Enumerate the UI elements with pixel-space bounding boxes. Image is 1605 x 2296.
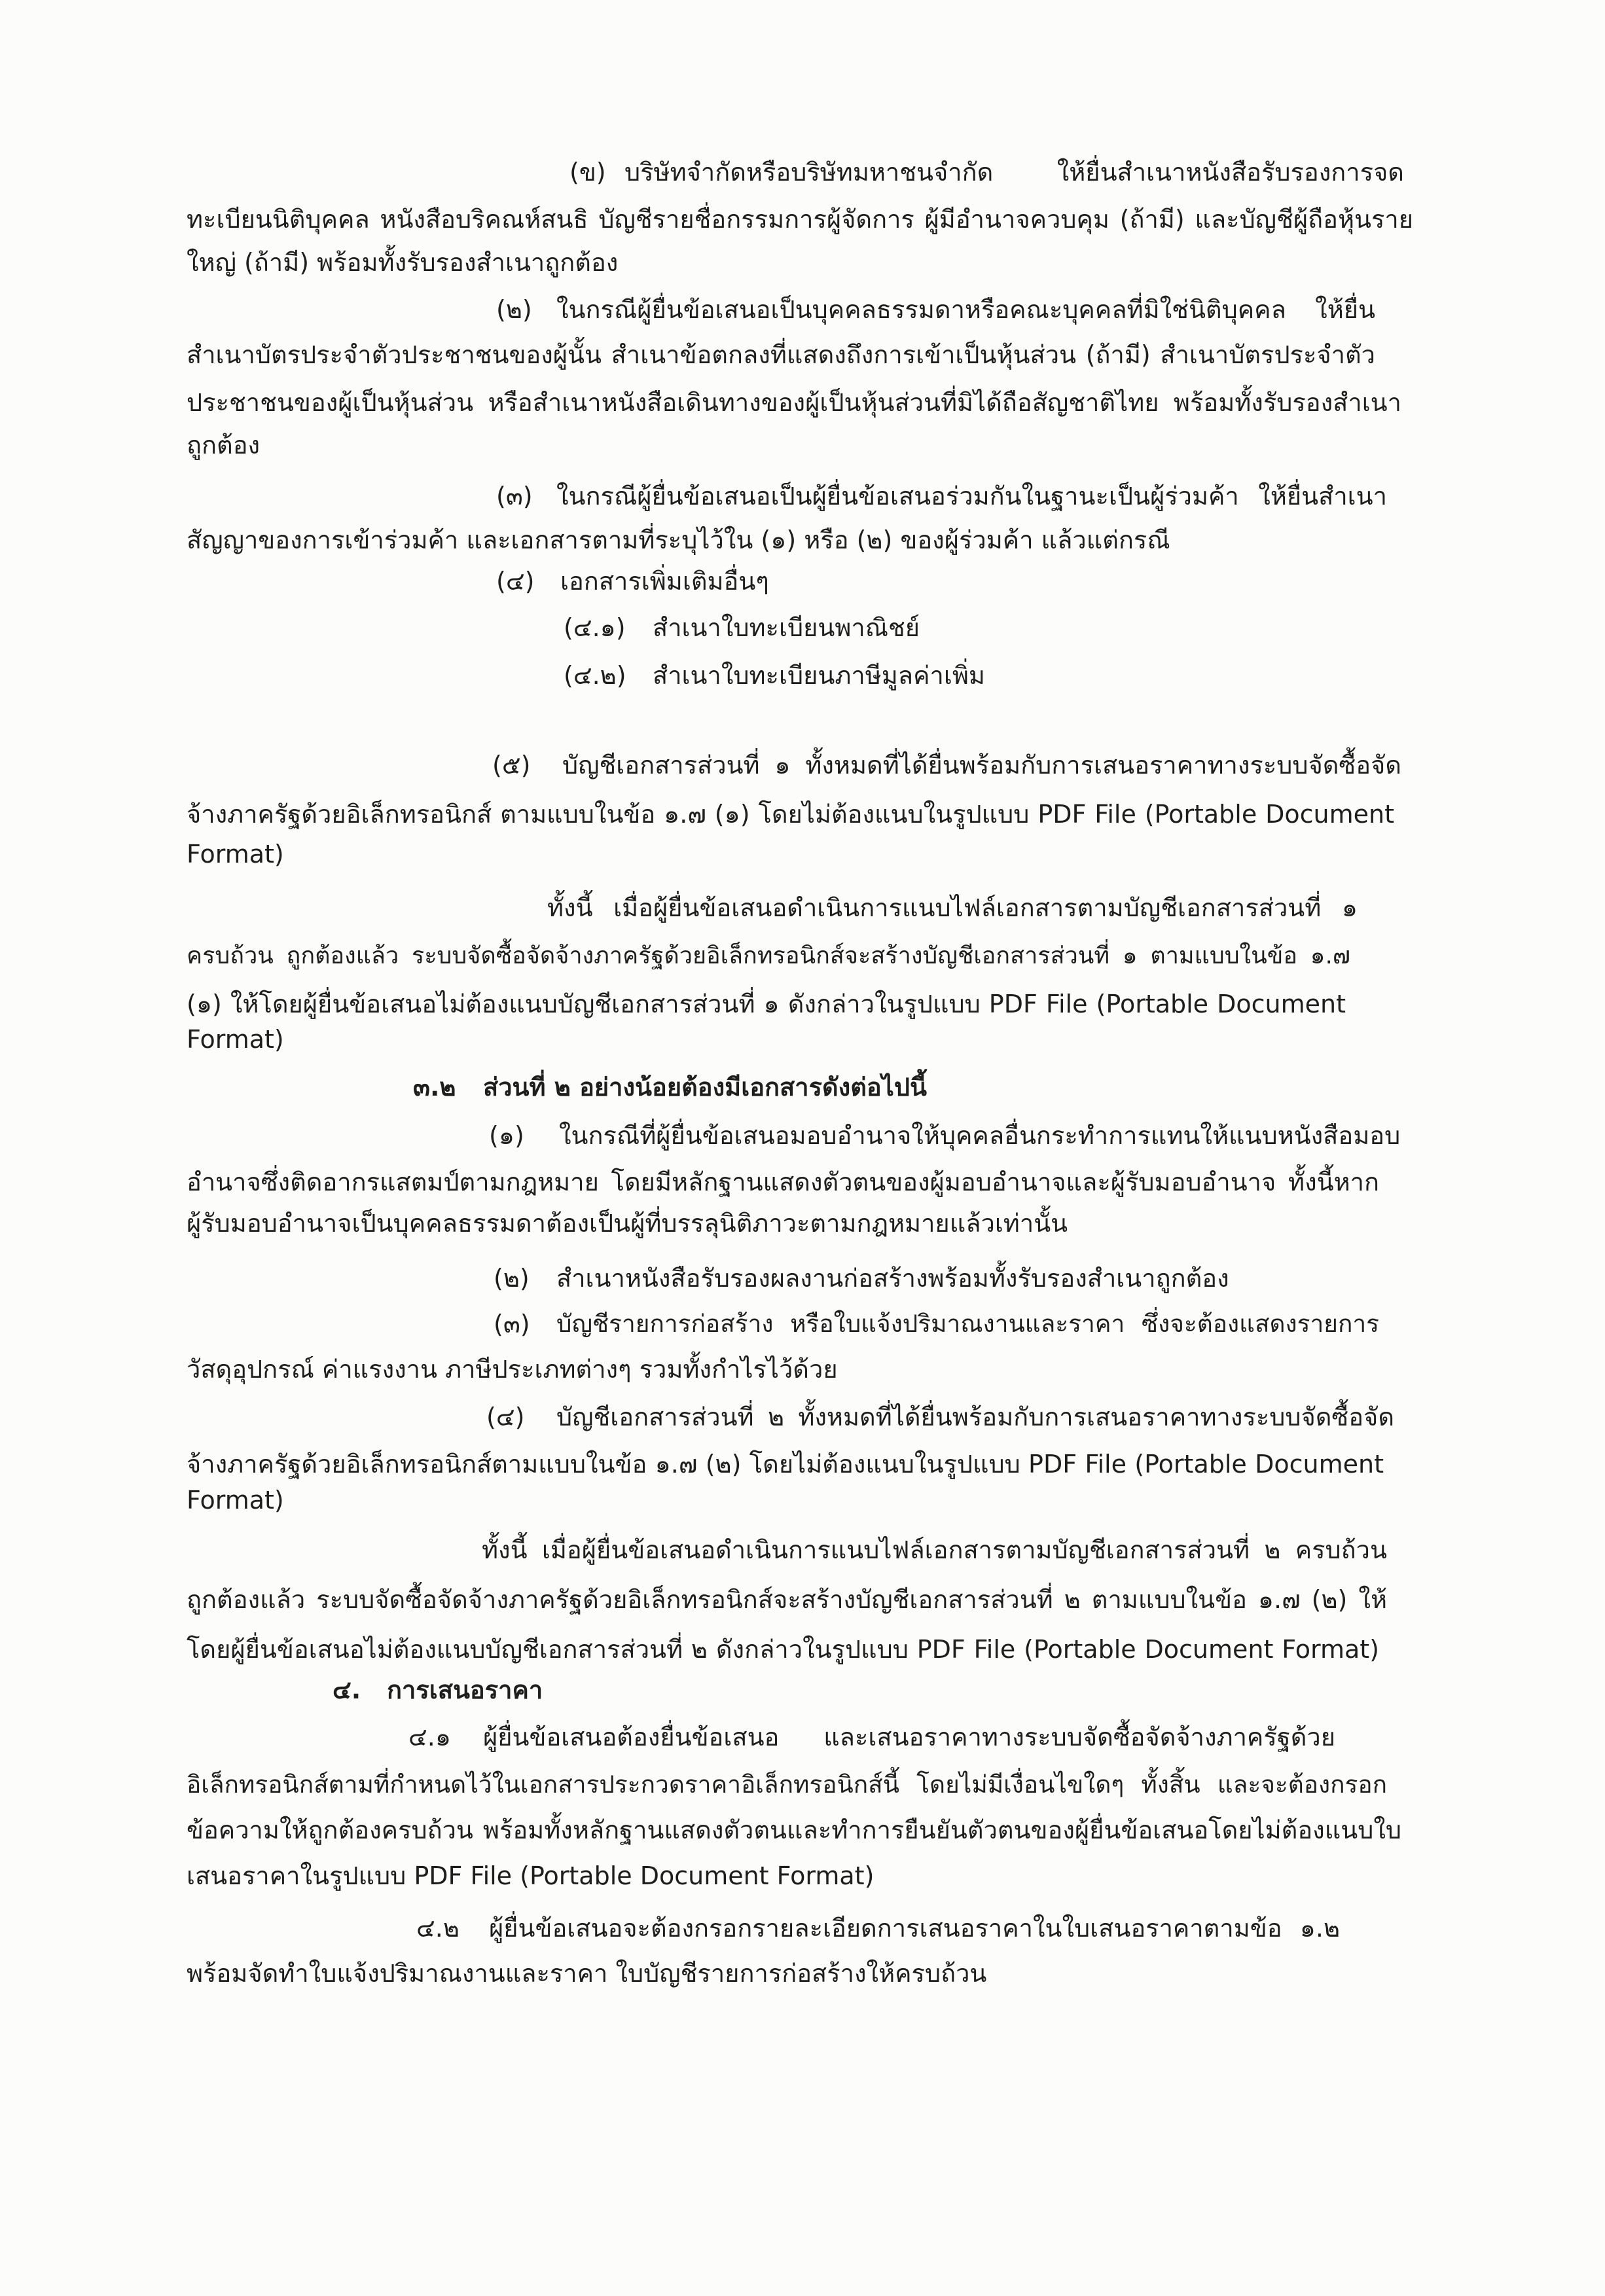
paragraph-line: Format)	[187, 1486, 284, 1515]
paragraph-line: ประชาชนของผู้เป็นหุ้นส่วน หรือสำเนาหนังสือเดินทางของผู้เป็นหุ้นส่วนที่มิได้ถือสัญชาติไทย พร้อมทั้งรับรองสำเนา	[187, 388, 1401, 417]
paragraph-line: บัญชีรายการก่อสร้าง หรือใบแจ้งปริมาณงานและราคา ซึ่งจะต้องแสดงรายการ	[556, 1310, 1379, 1338]
paragraph-line: เสนอราคาในรูปแบบ PDF File (Portable Document Format)	[187, 1861, 875, 1890]
paragraph-line: ถูกต้อง	[187, 431, 261, 459]
paragraph-line: บัญชีเอกสารส่วนที่ ๒ ทั้งหมดที่ได้ยื่นพร้อมกับการเสนอราคาทางระบบจัดซื้อจัด	[556, 1403, 1394, 1431]
item-label: (๒)	[496, 295, 532, 324]
paragraph-line: สัญญาของการเข้าร่วมค้า และเอกสารตามที่ระบุไว้ใน (๑) หรือ (๒) ของผู้ร่วมค้า แล้วแต่กรณี	[187, 526, 1170, 554]
paragraph-line: ทะเบียนนิติบุคคล หนังสือบริคณห์สนธิ บัญชีรายชื่อกรรมการผู้จัดการ ผู้มีอำนาจควบคุม (ถ้ามี) และบัญชีผู้ถือหุ้นราย	[187, 205, 1413, 234]
item-label: ๔.๒	[416, 1914, 460, 1943]
subitem-label: (๔.๑)	[564, 613, 626, 642]
note-line: Format)	[187, 1025, 284, 1054]
paragraph-line: ในกรณีที่ผู้ยื่นข้อเสนอมอบอำนาจให้บุคคลอื่นกระทำการแทนให้แนบหนังสือมอบ	[559, 1121, 1401, 1150]
paragraph-line: สำเนาหนังสือรับรองผลงานก่อสร้างพร้อมทั้งรับรองสำเนาถูกต้อง	[556, 1264, 1229, 1293]
item-label: (๓)	[494, 1310, 530, 1338]
note-line: โดยผู้ยื่นข้อเสนอไม่ต้องแนบบัญชีเอกสารส่วนที่ ๒ ดังกล่าวในรูปแบบ PDF File (Portable Document Format)	[187, 1635, 1379, 1664]
paragraph-line: อิเล็กทรอนิกส์ตามที่กำหนดไว้ในเอกสารประกวดราคาอิเล็กทรอนิกส์นี้ โดยไม่มีเงื่อนไขใดๆ ทั้งสิ้น และจะต้องกรอก	[187, 1770, 1387, 1799]
paragraph-line: ใหญ่ (ถ้ามี) พร้อมทั้งรับรองสำเนาถูกต้อง	[187, 248, 619, 277]
subitem-text: สำเนาใบทะเบียนพาณิชย์	[653, 613, 920, 642]
section-number: ๓.๒	[413, 1073, 456, 1102]
paragraph-line: เอกสารเพิ่มเติมอื่นๆ	[560, 567, 769, 596]
paragraph-line: บัญชีเอกสารส่วนที่ ๑ ทั้งหมดที่ได้ยื่นพร้อมกับการเสนอราคาทางระบบจัดซื้อจัด	[562, 751, 1401, 780]
note-line: (๑) ให้โดยผู้ยื่นข้อเสนอไม่ต้องแนบบัญชีเอกสารส่วนที่ ๑ ดังกล่าวในรูปแบบ PDF File (Portable Document	[187, 990, 1346, 1018]
section-heading: การเสนอราคา	[387, 1676, 543, 1704]
paragraph-line: พร้อมจัดทำใบแจ้งปริมาณงานและราคา ใบบัญชีรายการก่อสร้างให้ครบถ้วน	[187, 1959, 987, 1988]
paragraph-line: Format)	[187, 840, 284, 869]
item-label: (๔)	[496, 567, 535, 596]
paragraph-line: ในกรณีผู้ยื่นข้อเสนอเป็นผู้ยื่นข้อเสนอร่วมกันในฐานะเป็นผู้ร่วมค้า ให้ยื่นสำเนา	[556, 482, 1387, 511]
paragraph-line: ผู้รับมอบอำนาจเป็นบุคคลธรรมดาต้องเป็นผู้ที่บรรลุนิติภาวะตามกฎหมายแล้วเท่านั้น	[187, 1209, 1068, 1238]
paragraph-line: ในกรณีผู้ยื่นข้อเสนอเป็นบุคคลธรรมดาหรือคณะบุคคลที่มิใช่นิติบุคคล ให้ยื่น	[556, 295, 1375, 324]
item-label: (ข)	[569, 158, 606, 187]
paragraph-line: สำเนาบัตรประจำตัวประชาชนของผู้นั้น สำเนาข้อตกลงที่แสดงถึงการเข้าเป็นหุ้นส่วน (ถ้ามี) สำเนาบัตรประจำตัว	[187, 340, 1375, 369]
paragraph-line: ข้อความให้ถูกต้องครบถ้วน พร้อมทั้งหลักฐานแสดงตัวตนและทำการยืนยันตัวตนของผู้ยื่นข้อเสนอโดยไม่ต้องแนบใบ	[187, 1816, 1401, 1844]
note-line: ทั้งนี้ เมื่อผู้ยื่นข้อเสนอดำเนินการแนบไฟล์เอกสารตามบัญชีเอกสารส่วนที่ ๑	[547, 893, 1358, 922]
paragraph-line: บริษัทจำกัดหรือบริษัทมหาชนจำกัด ให้ยื่นสำเนาหนังสือรับรองการจด	[624, 158, 1404, 187]
paragraph-line: อำนาจซึ่งติดอากรแสตมป์ตามกฎหมาย โดยมีหลักฐานแสดงตัวตนของผู้มอบอำนาจและผู้รับมอบอำนาจ ทั้งนี้หาก	[187, 1168, 1379, 1196]
paragraph-line: ผู้ยื่นข้อเสนอต้องยื่นข้อเสนอ และเสนอราคาทางระบบจัดซื้อจัดจ้างภาครัฐด้วย	[483, 1723, 1335, 1751]
item-label: (๑)	[489, 1121, 524, 1150]
section-number: ๔.	[333, 1676, 361, 1704]
paragraph-line: ผู้ยื่นข้อเสนอจะต้องกรอกรายละเอียดการเสนอราคาในใบเสนอราคาตามข้อ ๑.๒	[489, 1914, 1340, 1943]
item-label: ๔.๑	[408, 1723, 451, 1751]
subitem-label: (๔.๒)	[564, 661, 626, 690]
note-line: ถูกต้องแล้ว ระบบจัดซื้อจัดจ้างภาครัฐด้วยอิเล็กทรอนิกส์จะสร้างบัญชีเอกสารส่วนที่ ๒ ตามแบบในข้อ ๑.๗ (๒) ให้	[187, 1585, 1387, 1614]
section-heading: ส่วนที่ ๒ อย่างน้อยต้องมีเอกสารดังต่อไปนี้	[483, 1073, 927, 1102]
item-label: (๓)	[496, 482, 533, 511]
note-line: ครบถ้วน ถูกต้องแล้ว ระบบจัดซื้อจัดจ้างภาครัฐด้วยอิเล็กทรอนิกส์จะสร้างบัญชีเอกสารส่วนที่ ๑ ตามแบบในข้อ ๑.๗	[187, 942, 1350, 969]
item-label: (๕)	[492, 751, 531, 780]
note-line: ทั้งนี้ เมื่อผู้ยื่นข้อเสนอดำเนินการแนบไฟล์เอกสารตามบัญชีเอกสารส่วนที่ ๒ ครบถ้วน	[482, 1535, 1387, 1564]
paragraph-line: วัสดุอุปกรณ์ ค่าแรงงาน ภาษีประเภทต่างๆ รวมทั้งกำไรไว้ด้วย	[187, 1355, 838, 1384]
paragraph-line: จ้างภาครัฐด้วยอิเล็กทรอนิกส์ตามแบบในข้อ ๑.๗ (๒) โดยไม่ต้องแนบในรูปแบบ PDF File (Portable Document	[187, 1450, 1384, 1479]
subitem-text: สำเนาใบทะเบียนภาษีมูลค่าเพิ่ม	[653, 661, 985, 690]
item-label: (๒)	[494, 1264, 530, 1293]
paragraph-line: จ้างภาครัฐด้วยอิเล็กทรอนิกส์ ตามแบบในข้อ ๑.๗ (๑) โดยไม่ต้องแนบในรูปแบบ PDF File (Portable Document	[187, 800, 1394, 829]
item-label: (๔)	[486, 1403, 525, 1431]
